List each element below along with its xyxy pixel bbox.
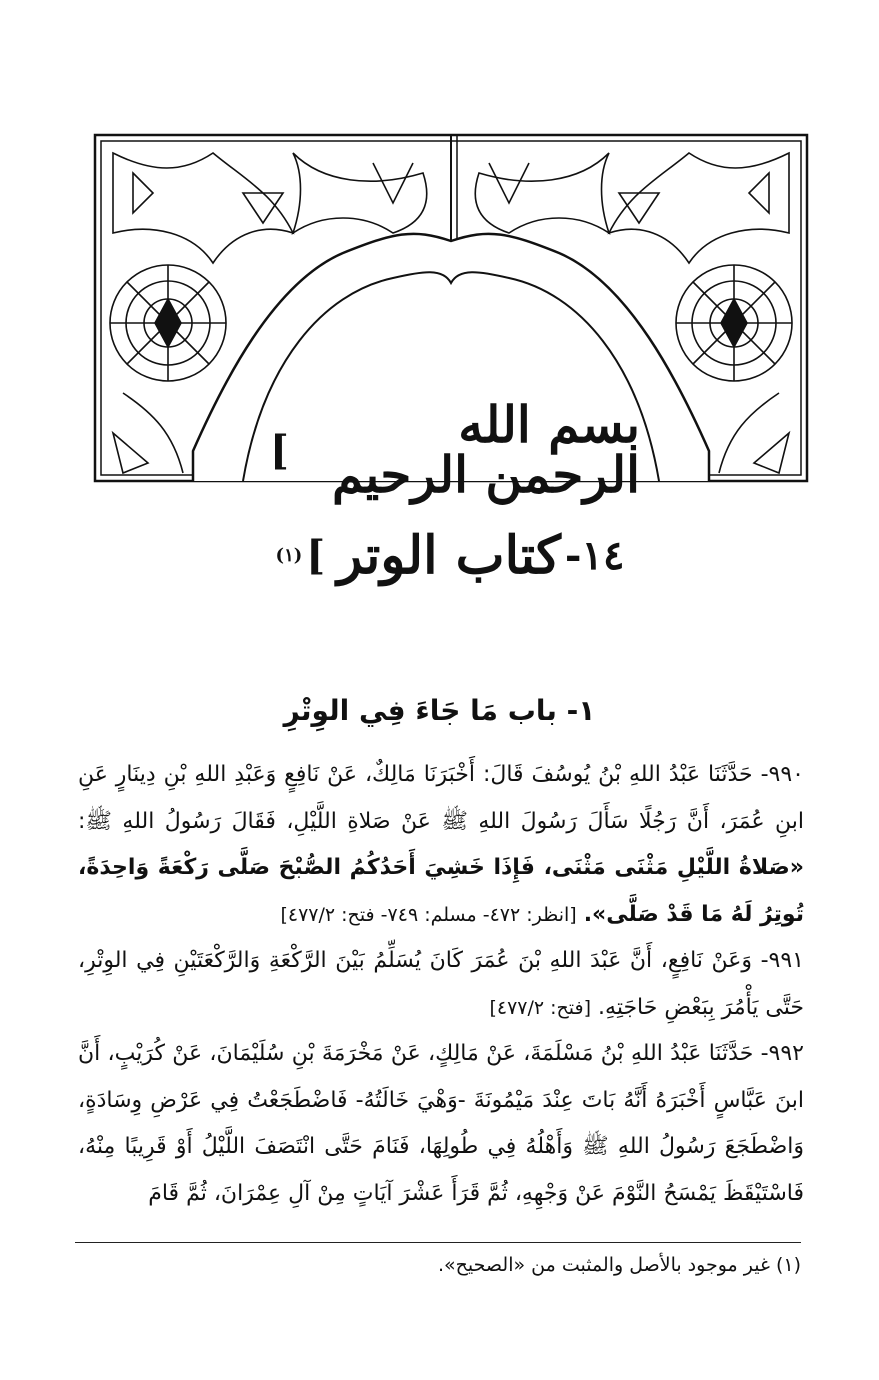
book-bracket: ] [306, 531, 326, 579]
hadith-isnad: حَدَّثَنَا عَبْدُ اللهِ بْنُ يُوسُفَ قَالَ: أَخْبَرَنَا مَالِكٌ، عَنْ نَافِعٍ وَعَبْدِ اللهِ بْنِ دِينَارٍ عَنِ ابنِ عُمَرَ، أَنَّ رَجُلًا سَأَلَ رَسُولَ اللهِ ﷺ عَنْ صَلاةِ اللَّيْلِ، فَقَالَ رَسُولُ اللهِ ﷺ: [78, 762, 804, 834]
hadith-number: ٩٩١- [760, 948, 804, 973]
footnote-text: غير موجود بالأصل والمثبت من «الصحيح». [438, 1254, 770, 1276]
hadith-990 [78, 752, 804, 938]
chapter-title: ١- باب مَا جَاءَ فِي الوِتْرِ [283, 694, 596, 727]
hadith-reference: [انظر: ٤٧٢- مسلم: ٧٤٩- فتح: ٤٧٧/٢] [280, 903, 577, 926]
book-title [250, 510, 650, 600]
book-number: ١٤- [564, 531, 625, 579]
footnote-reference: (١) [275, 544, 303, 566]
basmala-bracket: [ [270, 426, 289, 474]
footnote [75, 1250, 801, 1280]
hadith-isnad: وَعَنْ نَافِعٍ، أَنَّ عَبْدَ اللهِ بْنَ عُمَرَ كَانَ يُسَلِّمُ بَيْنَ الرَّكْعَةِ وَالرَّكْعَتَيْنِ فِي الوِتْرِ، حَتَّى يَأْمُرَ بِبَعْضِ حَاجَتِهِ. [78, 948, 804, 1020]
hadith-992 [78, 1031, 804, 1217]
basmala-calligraphy [260, 395, 640, 504]
hadith-991 [78, 938, 804, 1031]
basmala-text: بسم الله الرحمن الرحيم [332, 395, 640, 504]
hadith-reference: [فتح: ٤٧٧/٢] [489, 996, 592, 1019]
hadith-matn: «صَلاةُ اللَّيْلِ مَثْنَى مَثْنَى، فَإِذَا خَشِيَ أَحَدُكُمُ الصُّبْحَ صَلَّى رَكْعَةً وَاحِدَةً، تُوتِرُ لَهُ مَا قَدْ صَلَّى». [78, 855, 804, 927]
hadith-isnad: حَدَّثَنَا عَبْدُ اللهِ بْنُ مَسْلَمَةَ، عَنْ مَالِكٍ، عَنْ مَخْرَمَةَ بْنِ سُلَيْمَانَ، عَنْ كُرَيْبٍ، أَنَّ ابنَ عَبَّاسٍ أَخْبَرَهُ أَنَّهُ بَاتَ عِنْدَ مَيْمُونَةَ -وَهْيَ خَالَتُهُ- فَاضْطَجَعْتُ فِي عَرْضِ وِسَادَةٍ، وَاضْطَجَعَ رَسُولُ اللهِ ﷺ وَأَهْلُهُ فِي طُولِهَا، فَنَامَ حَتَّى انْتَصَفَ اللَّيْلُ أَوْ قَرِيبًا مِنْهُ، فَاسْتَيْقَظَ يَمْسَحُ النَّوْمَ عَنْ وَجْهِهِ، ثُمَّ قَرَأَ عَشْرَ آيَاتٍ مِنْ آلِ عِمْرَانَ، ثُمَّ قَامَ [78, 1041, 804, 1206]
hadith-number: ٩٩٠- [760, 762, 804, 787]
hadith-number: ٩٩٢- [760, 1041, 804, 1066]
footnote-marker: (١) [775, 1254, 801, 1276]
book-name: كتاب الوتر [337, 524, 561, 586]
body-text [78, 752, 804, 1217]
footnote-divider [75, 1242, 801, 1243]
